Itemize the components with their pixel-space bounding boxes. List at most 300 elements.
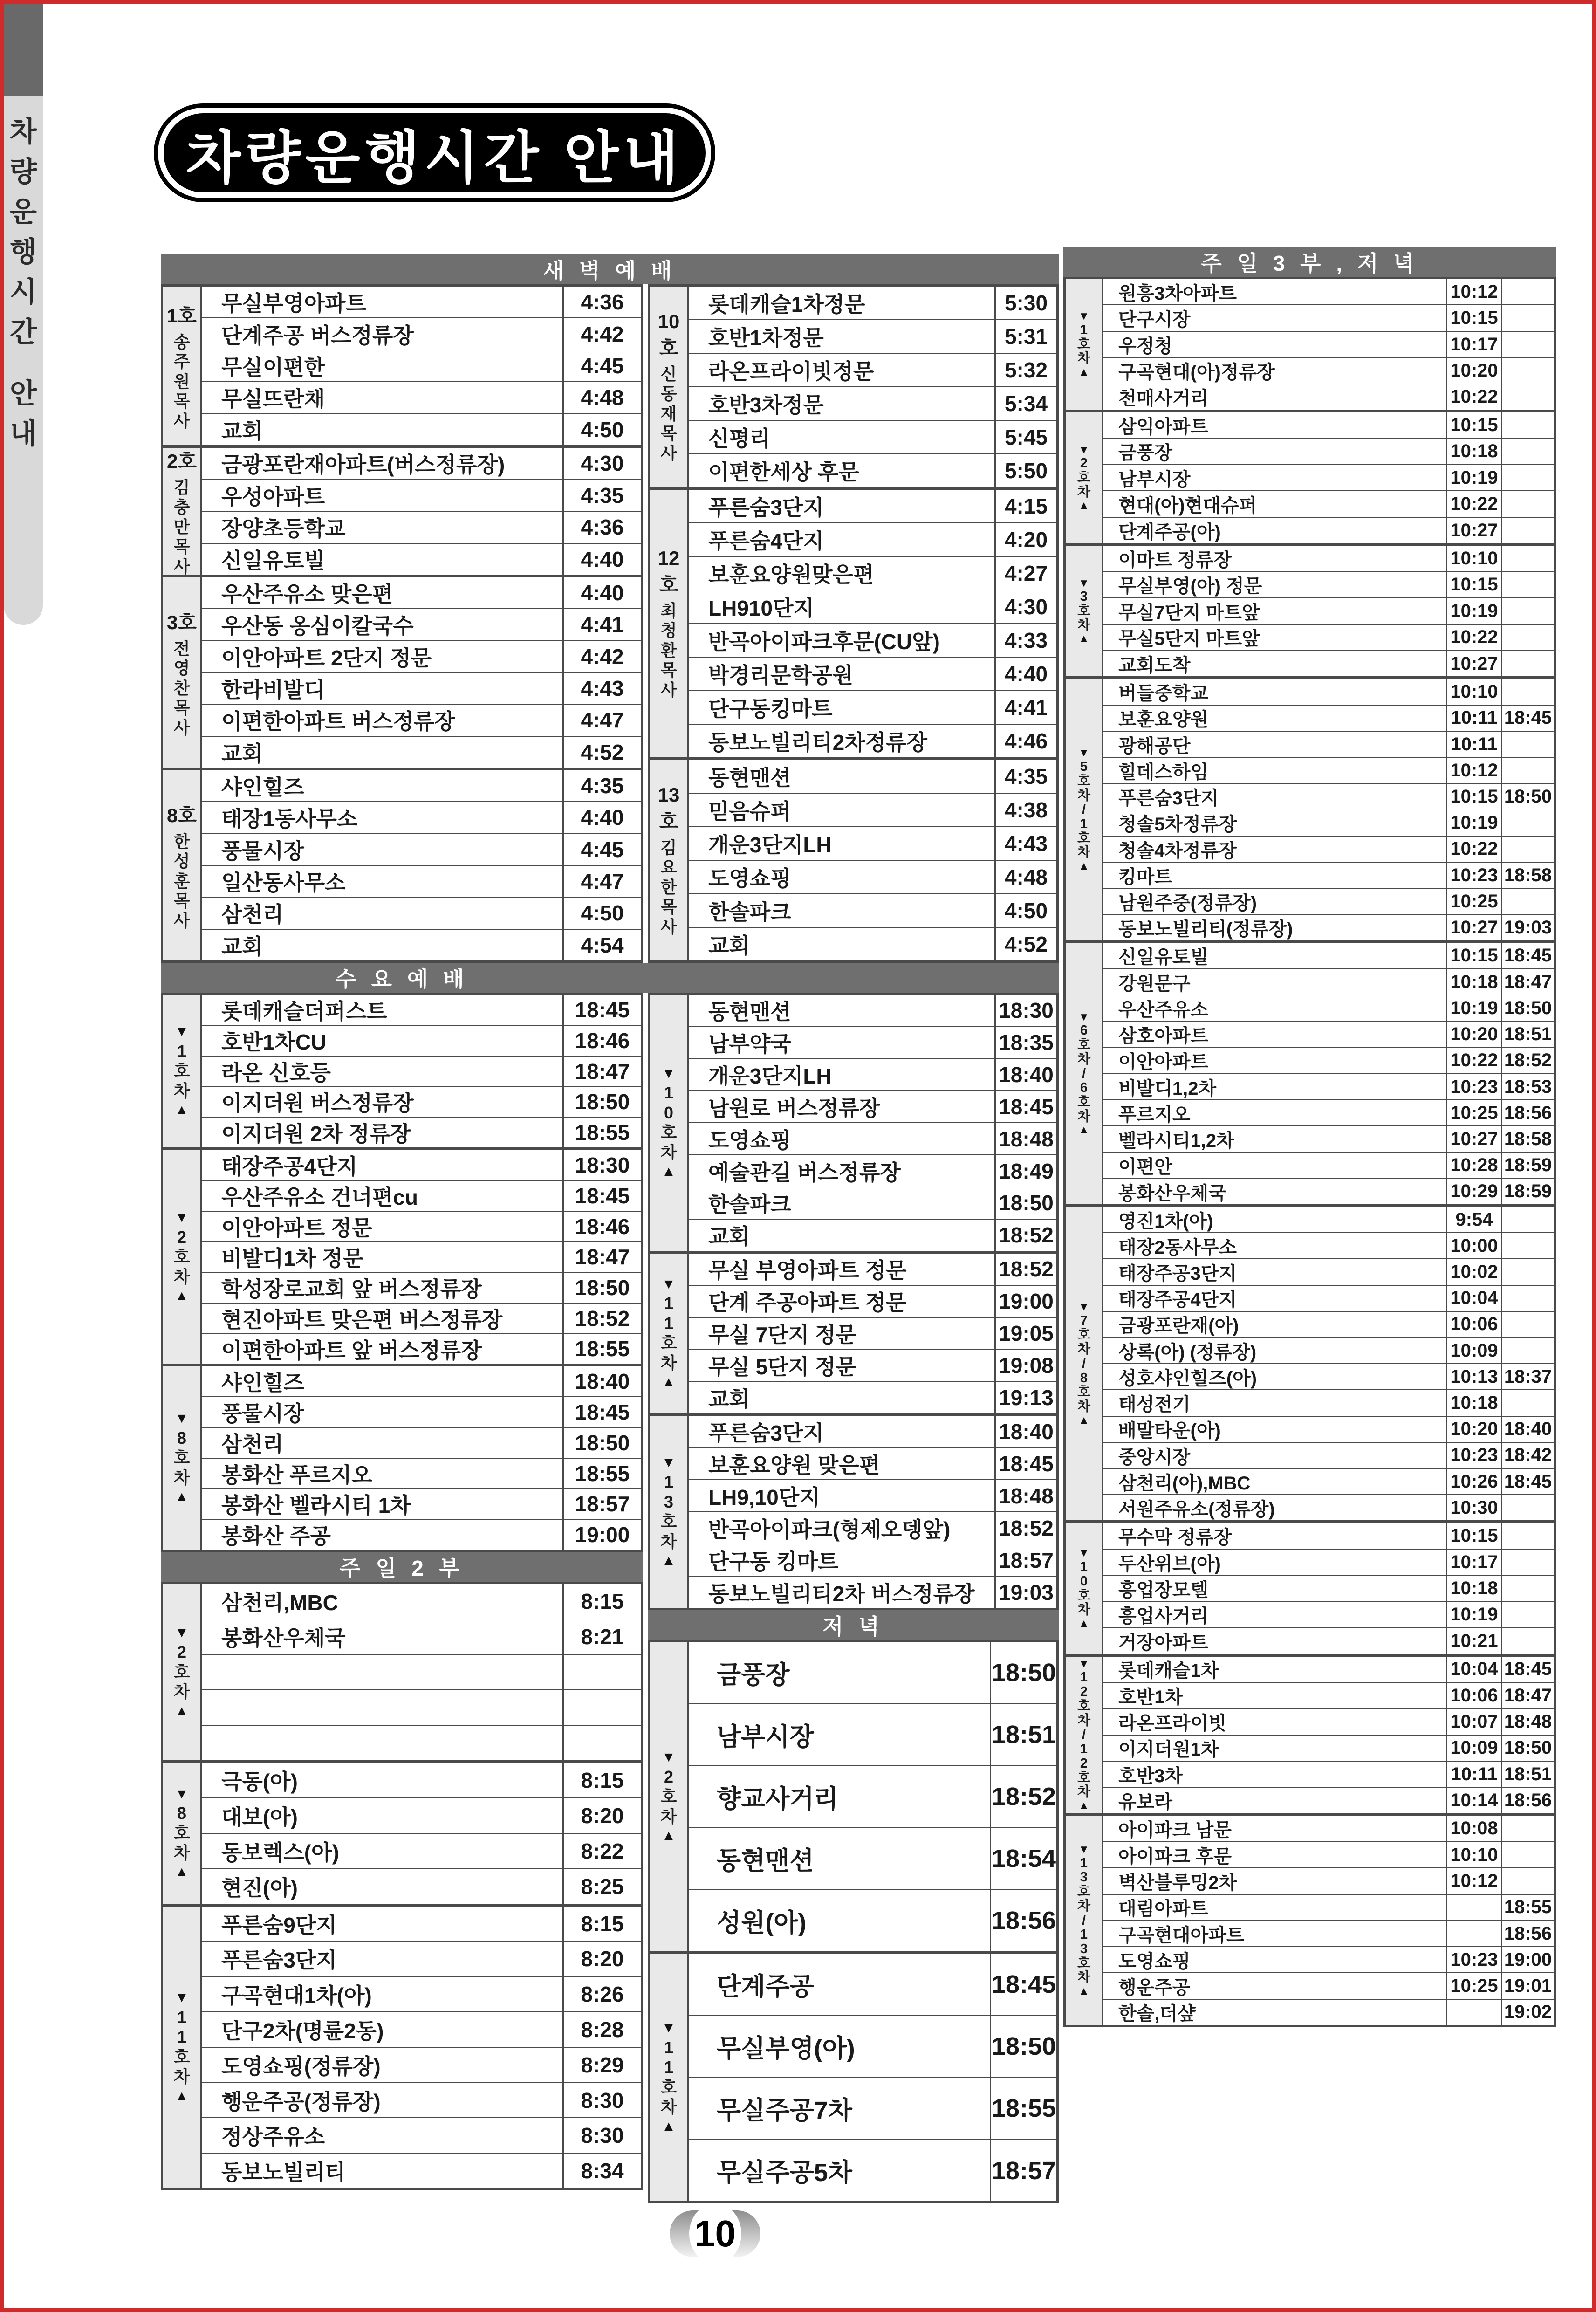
arrow-down-icon: ▼ bbox=[662, 1749, 676, 1765]
departure-time: 10:29 bbox=[1446, 1179, 1501, 1204]
schedule-row bbox=[1103, 597, 1554, 624]
route-shuttle-char: 호 bbox=[1077, 1588, 1090, 1603]
route-rows bbox=[1103, 1523, 1554, 1653]
stop-name: 무실주공5차 bbox=[717, 2159, 852, 2187]
route-group bbox=[1066, 543, 1554, 676]
stop-name: 동보노빌리티2차 버스정류장 bbox=[708, 1581, 975, 1606]
stop-name: 이안아파트 bbox=[1118, 1052, 1209, 1073]
stop-name: 금광포란재(아) bbox=[1118, 1316, 1239, 1337]
route-pastor-char: 목 bbox=[660, 897, 677, 917]
route-pastor-char: 동 bbox=[660, 384, 677, 404]
schedule-row bbox=[202, 1868, 641, 1904]
section-header-dawn bbox=[161, 254, 1059, 284]
schedule-row bbox=[689, 724, 1056, 757]
schedule-row bbox=[202, 1619, 641, 1654]
departure-time-2: 18:45 bbox=[1501, 1469, 1554, 1494]
departure-time-2: 18:59 bbox=[1501, 1179, 1554, 1204]
stop-name: 한솔파크 bbox=[708, 899, 791, 924]
departure-time-2 bbox=[1501, 1233, 1554, 1258]
stop-name: 남부시장 bbox=[1118, 469, 1191, 490]
schedule-row bbox=[202, 1427, 641, 1458]
route-pastor-char: 환 bbox=[660, 640, 677, 660]
route-pastor-char: 사 bbox=[173, 556, 190, 575]
departure-time-2 bbox=[1501, 279, 1554, 304]
route-group-label bbox=[650, 1254, 689, 1413]
route-rows bbox=[1103, 412, 1554, 543]
route-group-label bbox=[163, 1584, 202, 1760]
schedule-row bbox=[202, 1056, 641, 1086]
stop-name: 태장2동사무소 bbox=[1118, 1237, 1237, 1258]
stop-name: 거장아파트 bbox=[1118, 1632, 1209, 1653]
stop-name: 상록(아) (정류장) bbox=[1118, 1342, 1257, 1363]
route-group bbox=[650, 1642, 1056, 1951]
stop-name: 교회 bbox=[708, 933, 750, 958]
stop-name: 반곡아이파크(형제오뎅앞) bbox=[708, 1517, 951, 1542]
departure-time: 10:18 bbox=[1446, 1576, 1501, 1601]
departure-time: 8:29 bbox=[562, 2048, 641, 2082]
schedule-row bbox=[689, 1122, 1056, 1154]
sidebar-title-char: 내 bbox=[10, 418, 37, 449]
route-group-label bbox=[650, 995, 689, 1251]
sidebar-title-char: 차 bbox=[10, 116, 37, 147]
departure-time-2 bbox=[1501, 1576, 1554, 1601]
departure-time: 18:57 bbox=[994, 1544, 1056, 1576]
schedule-row bbox=[202, 577, 641, 608]
route-rows bbox=[202, 287, 641, 445]
departure-time-2: 18:47 bbox=[1501, 1683, 1554, 1708]
route-shuttle-char: 2 bbox=[1080, 456, 1088, 471]
stop-name: 호반1차 bbox=[1118, 1687, 1183, 1708]
schedule-row bbox=[1103, 1946, 1554, 1972]
departure-time-2 bbox=[1501, 1286, 1554, 1311]
arrow-down-icon: ▼ bbox=[662, 1454, 676, 1470]
route-shuttle-char: 호 bbox=[660, 1787, 677, 1806]
arrow-down-icon: ▼ bbox=[662, 2020, 676, 2036]
departure-time: 18:40 bbox=[994, 1059, 1056, 1091]
stop-name: 한솔,더샾 bbox=[1118, 2003, 1196, 2024]
schedule-row bbox=[689, 1642, 1056, 1703]
schedule-row bbox=[689, 623, 1056, 657]
schedule-row bbox=[1103, 914, 1554, 940]
departure-time: 10:14 bbox=[1446, 1788, 1501, 1813]
departure-time: 4:42 bbox=[562, 318, 641, 349]
schedule-row bbox=[1103, 1337, 1554, 1363]
route-rows bbox=[202, 995, 641, 1147]
route-pastor-char: 사 bbox=[173, 411, 190, 431]
route-rows bbox=[202, 770, 641, 960]
sidebar-title-char: 안 bbox=[10, 378, 37, 409]
route-group-label bbox=[163, 995, 202, 1147]
schedule-row bbox=[202, 1025, 641, 1056]
route-group bbox=[163, 1147, 641, 1364]
stop-name: 호반3차 bbox=[1118, 1765, 1183, 1786]
route-shuttle-char: 차 bbox=[173, 2067, 190, 2086]
schedule-row bbox=[202, 833, 641, 865]
stop-name: 동보렉스(아) bbox=[221, 1840, 339, 1865]
departure-time: 10:00 bbox=[1446, 1233, 1501, 1258]
departure-time: 19:08 bbox=[994, 1350, 1056, 1381]
route-shuttle-char: 차 bbox=[660, 1353, 677, 1372]
schedule-row bbox=[689, 1827, 1056, 1889]
departure-time: 10:17 bbox=[1446, 332, 1501, 357]
schedule-row bbox=[202, 2047, 641, 2082]
route-group bbox=[163, 1904, 641, 2188]
route-pastor-char: 김 bbox=[173, 477, 190, 497]
stop-name: 이편한아파트 앞 버스정류장 bbox=[221, 1338, 482, 1363]
departure-time-2 bbox=[1501, 439, 1554, 464]
route-group-label bbox=[1066, 1657, 1103, 1813]
arrow-down-icon: ▼ bbox=[1078, 1547, 1089, 1560]
arrow-up-icon: ▲ bbox=[175, 1703, 189, 1719]
route-shuttle-char: 차 bbox=[1077, 1109, 1090, 1124]
departure-time: 4:35 bbox=[562, 770, 641, 801]
route-shuttle-char: 차 bbox=[1077, 1602, 1090, 1618]
stop-name: 우산주유소 맞은편 bbox=[221, 582, 393, 607]
route-shuttle-char: 2 bbox=[1080, 1684, 1088, 1700]
route-group bbox=[1066, 279, 1554, 410]
stop-name: 무실7단지 마트앞 bbox=[1118, 602, 1260, 623]
route-rows bbox=[689, 1254, 1056, 1413]
stop-name: 무수막 정류장 bbox=[1118, 1527, 1232, 1548]
departure-time: 18:40 bbox=[994, 1416, 1056, 1448]
stop-name: 장양초등학교 bbox=[221, 516, 346, 541]
departure-time: 4:30 bbox=[994, 590, 1056, 623]
schedule-row bbox=[202, 2153, 641, 2188]
departure-time-2: 18:40 bbox=[1501, 1417, 1554, 1442]
departure-time: 10:17 bbox=[1446, 1550, 1501, 1575]
stop-name: 신일유토빌 bbox=[221, 548, 325, 573]
stop-name: 영진1차(아) bbox=[1118, 1211, 1213, 1232]
route-group bbox=[163, 575, 641, 768]
departure-time-2: 18:45 bbox=[1501, 706, 1554, 731]
route-pastor-char: 사 bbox=[660, 443, 677, 463]
route-group bbox=[163, 768, 641, 960]
route-shuttle-char: 1 bbox=[1080, 1855, 1088, 1871]
departure-time-2 bbox=[1501, 1550, 1554, 1575]
departure-time: 18:47 bbox=[562, 1057, 641, 1086]
schedule-row bbox=[202, 704, 641, 735]
stop-name: 삼천리,MBC bbox=[221, 1590, 338, 1615]
departure-time: 18:30 bbox=[562, 1150, 641, 1180]
departure-time-2 bbox=[1501, 1868, 1554, 1894]
route-shuttle-char: 차 bbox=[660, 1531, 677, 1551]
stop-name: 봉화산 주공 bbox=[221, 1524, 331, 1549]
sidebar-vertical-title bbox=[4, 96, 43, 625]
route-shuttle-char: 차 bbox=[1077, 617, 1090, 633]
departure-time: 19:00 bbox=[562, 1520, 641, 1550]
departure-time: 18:30 bbox=[994, 995, 1056, 1026]
departure-time: 18:45 bbox=[994, 1448, 1056, 1479]
stop-name: 우산주유소 bbox=[1118, 999, 1209, 1020]
stop-name: 동보노빌리티 bbox=[221, 2160, 346, 2185]
schedule-row bbox=[689, 826, 1056, 860]
page-title: 차량운행시간 안내 bbox=[164, 113, 706, 192]
stop-name: 호반1차CU bbox=[221, 1029, 327, 1054]
departure-time-2 bbox=[1501, 1312, 1554, 1337]
departure-time-2: 18:45 bbox=[1501, 1657, 1554, 1682]
route-number: 8호 bbox=[167, 804, 197, 826]
route-pastor-char: 재 bbox=[660, 404, 677, 423]
schedule-row bbox=[1103, 571, 1554, 597]
departure-time-2: 18:48 bbox=[1501, 1709, 1554, 1734]
departure-time: 18:54 bbox=[990, 1828, 1056, 1889]
departure-time: 10:23 bbox=[1446, 1947, 1501, 1972]
stop-name: 도영쇼핑 bbox=[708, 866, 791, 891]
stop-name: 중앙시장 bbox=[1118, 1447, 1191, 1468]
stop-name: 무실5단지 마트앞 bbox=[1118, 629, 1260, 650]
departure-time-2: 19:01 bbox=[1501, 1973, 1554, 1998]
stop-name: 푸르지오 bbox=[1118, 1104, 1191, 1125]
route-group-label bbox=[650, 1642, 689, 1951]
departure-time: 18:52 bbox=[562, 1304, 641, 1333]
stop-name: 푸른숨3단지 bbox=[1118, 788, 1219, 809]
schedule-row bbox=[202, 479, 641, 511]
route-shuttle-char: 호 bbox=[1077, 773, 1090, 789]
stop-name: 천매사거리 bbox=[1118, 388, 1209, 409]
route-shuttle-char: 2 bbox=[1080, 1756, 1088, 1771]
departure-time: 18:45 bbox=[562, 1397, 641, 1427]
departure-time: 5:31 bbox=[994, 320, 1056, 353]
route-shuttle-char: 호 bbox=[1077, 1884, 1090, 1900]
stop-name: 행운주공 bbox=[1118, 1977, 1191, 1998]
departure-time-2: 18:42 bbox=[1501, 1443, 1554, 1468]
departure-time: 18:55 bbox=[562, 1118, 641, 1147]
route-group bbox=[650, 287, 1056, 487]
schedule-row bbox=[202, 448, 641, 479]
route-shuttle-char: 2 bbox=[664, 1767, 674, 1786]
schedule-row bbox=[202, 608, 641, 640]
schedule-row bbox=[1103, 412, 1554, 438]
schedule-row bbox=[1103, 968, 1554, 995]
departure-time: 8:15 bbox=[562, 1907, 641, 1941]
route-shuttle-char: 1 bbox=[1080, 1742, 1088, 1757]
schedule-row bbox=[1103, 1047, 1554, 1073]
route-shuttle-char: 호 bbox=[1077, 604, 1090, 619]
departure-time-2 bbox=[1501, 1523, 1554, 1548]
departure-time: 4:33 bbox=[994, 624, 1056, 657]
route-rows bbox=[1103, 546, 1554, 676]
departure-time: 10:06 bbox=[1446, 1683, 1501, 1708]
departure-time: 8:22 bbox=[562, 1834, 641, 1868]
route-rows bbox=[689, 760, 1056, 960]
route-pastor-char: 김 bbox=[660, 837, 677, 857]
departure-time: 18:45 bbox=[562, 1181, 641, 1211]
schedule-row bbox=[202, 543, 641, 575]
schedule-row bbox=[1103, 810, 1554, 836]
schedule-row bbox=[202, 1272, 641, 1303]
route-shuttle-char: 차 bbox=[1077, 1970, 1090, 1985]
schedule-row bbox=[689, 893, 1056, 927]
departure-time: 10:04 bbox=[1446, 1286, 1501, 1311]
departure-time: 4:43 bbox=[562, 673, 641, 704]
stop-name: 우산동 옹심이칼국수 bbox=[221, 614, 414, 638]
schedule-row bbox=[1103, 731, 1554, 757]
departure-time-2 bbox=[1501, 1602, 1554, 1627]
schedule-row bbox=[1103, 1549, 1554, 1575]
route-rows bbox=[1103, 1657, 1554, 1813]
section-header-sunday3-evening-label: 주 일 3 부 , 저 녁 bbox=[1201, 251, 1419, 275]
route-group-label bbox=[1066, 943, 1103, 1204]
stop-name: 비발디1차 정문 bbox=[221, 1246, 363, 1271]
departure-time: 10:11 bbox=[1446, 706, 1501, 731]
route-shuttle-char: 호 bbox=[1077, 470, 1090, 485]
stop-name: 라온 신호등 bbox=[221, 1060, 331, 1085]
stop-name: 동보노빌리티(정류장) bbox=[1118, 919, 1293, 940]
schedule-row bbox=[202, 736, 641, 768]
departure-time: 10:30 bbox=[1446, 1495, 1501, 1520]
route-shuttle-char: 1 bbox=[177, 2027, 187, 2047]
table-sunday3-evening-right bbox=[1063, 277, 1556, 2027]
schedule-row bbox=[202, 1725, 641, 1760]
route-group bbox=[1066, 940, 1554, 1204]
departure-time: 10:11 bbox=[1446, 732, 1501, 757]
stop-name: 비발디1,2차 bbox=[1118, 1078, 1217, 1099]
departure-time: 19:05 bbox=[994, 1318, 1056, 1349]
departure-time: 10:22 bbox=[1446, 837, 1501, 862]
schedule-row bbox=[689, 860, 1056, 893]
departure-time: 18:52 bbox=[994, 1220, 1056, 1251]
route-shuttle-char: 1 bbox=[1080, 816, 1088, 831]
stop-name: 롯데캐슬1차 bbox=[1118, 1660, 1219, 1681]
schedule-row bbox=[1103, 304, 1554, 330]
departure-time: 4:43 bbox=[994, 827, 1056, 860]
schedule-row bbox=[1103, 862, 1554, 888]
departure-time: 18:56 bbox=[990, 1890, 1056, 1951]
stop-name: 삼호아파트 bbox=[1118, 1026, 1209, 1047]
schedule-row bbox=[689, 287, 1056, 319]
route-shuttle-char: / bbox=[1082, 1913, 1086, 1928]
departure-time: 5:30 bbox=[994, 287, 1056, 319]
route-group bbox=[1066, 410, 1554, 543]
schedule-row bbox=[1103, 1761, 1554, 1787]
arrow-up-icon: ▲ bbox=[175, 1864, 189, 1880]
departure-time-2: 18:50 bbox=[1501, 1736, 1554, 1761]
stop-name: 구곡현대1차(아) bbox=[221, 1983, 372, 2008]
stop-name: 두산위브(아) bbox=[1118, 1553, 1221, 1574]
schedule-row bbox=[202, 2082, 641, 2118]
departure-time-2 bbox=[1501, 358, 1554, 383]
stop-name: 단계주공 버스정류장 bbox=[221, 323, 414, 348]
stop-name: 푸른숨3단지 bbox=[708, 495, 824, 520]
schedule-row bbox=[689, 1511, 1056, 1544]
table-evening-middle bbox=[648, 1640, 1059, 2203]
stop-name: 교회 bbox=[708, 1387, 750, 1412]
schedule-row bbox=[202, 929, 641, 960]
departure-time: 18:40 bbox=[562, 1366, 641, 1396]
stop-name: 라온프라이빗 bbox=[1118, 1713, 1226, 1734]
stop-name: 이편한세상 후문 bbox=[708, 460, 859, 485]
schedule-row bbox=[1103, 1735, 1554, 1761]
route-shuttle-char: 8 bbox=[177, 1428, 187, 1448]
route-shuttle-char: 3 bbox=[1080, 1941, 1088, 1956]
departure-time-2 bbox=[1501, 332, 1554, 357]
departure-time: 10:22 bbox=[1446, 491, 1501, 516]
stop-name: 롯데캐슬1차정문 bbox=[708, 292, 865, 317]
departure-time: 10:15 bbox=[1446, 784, 1501, 809]
stop-name: 성원(아) bbox=[717, 1908, 807, 1937]
schedule-row bbox=[689, 1219, 1056, 1251]
schedule-row bbox=[202, 2117, 641, 2153]
route-group bbox=[650, 995, 1056, 1251]
arrow-down-icon: ▼ bbox=[175, 1625, 189, 1640]
page-title-badge bbox=[154, 103, 715, 202]
route-shuttle-char: 8 bbox=[177, 1804, 187, 1823]
departure-time: 10:06 bbox=[1446, 1312, 1501, 1337]
departure-time: 9:54 bbox=[1446, 1207, 1501, 1232]
schedule-row bbox=[689, 1954, 1056, 2015]
schedule-row bbox=[202, 1976, 641, 2011]
departure-time-2 bbox=[1501, 1207, 1554, 1232]
route-shuttle-char: 호 bbox=[660, 1123, 677, 1142]
route-group bbox=[163, 1364, 641, 1550]
route-pastor-char: 송 bbox=[173, 332, 190, 351]
stop-name: 유보라 bbox=[1118, 1792, 1172, 1813]
route-shuttle-char: 차 bbox=[1077, 1784, 1090, 1800]
route-pastor-char: 훈 bbox=[173, 871, 190, 891]
departure-time-2 bbox=[1501, 1259, 1554, 1284]
schedule-row bbox=[202, 2011, 641, 2047]
schedule-row bbox=[689, 490, 1056, 522]
schedule-row bbox=[689, 690, 1056, 724]
stop-name: 한라비발디 bbox=[221, 678, 325, 702]
departure-time: 4:36 bbox=[562, 512, 641, 543]
departure-time: 5:34 bbox=[994, 387, 1056, 420]
route-group-label bbox=[650, 1416, 689, 1608]
schedule-row bbox=[202, 995, 641, 1025]
stop-name: 교회 bbox=[221, 741, 263, 766]
route-rows bbox=[1103, 943, 1554, 1204]
section-header-evening-label: 저 녁 bbox=[822, 1614, 884, 1639]
schedule-row bbox=[1103, 1258, 1554, 1284]
route-pastor-char: 요 bbox=[660, 858, 677, 877]
stop-name: 남부약국 bbox=[708, 1032, 791, 1057]
arrow-up-icon: ▲ bbox=[662, 2118, 676, 2134]
arrow-down-icon: ▼ bbox=[175, 1024, 189, 1040]
schedule-row bbox=[1103, 1021, 1554, 1047]
departure-time: 10:09 bbox=[1446, 1338, 1501, 1363]
schedule-row bbox=[1103, 650, 1554, 676]
schedule-row bbox=[689, 1765, 1056, 1827]
route-group-label bbox=[163, 770, 202, 960]
schedule-row bbox=[1103, 1708, 1554, 1734]
departure-time: 4:42 bbox=[562, 641, 641, 672]
schedule-row bbox=[1103, 1442, 1554, 1468]
schedule-row bbox=[202, 1333, 641, 1364]
stop-name: 신평리 bbox=[708, 426, 771, 451]
route-group bbox=[650, 487, 1056, 757]
schedule-row bbox=[202, 1211, 641, 1242]
stop-name: 믿음슈퍼 bbox=[708, 799, 791, 823]
stop-name: 일산동사무소 bbox=[221, 871, 346, 895]
route-group-label bbox=[163, 1763, 202, 1904]
departure-time: 18:57 bbox=[990, 2140, 1056, 2201]
departure-time-2 bbox=[1501, 1495, 1554, 1520]
stop-name: 이안아파트 정문 bbox=[221, 1215, 372, 1240]
stop-name: 푸른숨3단지 bbox=[221, 1948, 337, 1973]
departure-time: 8:34 bbox=[562, 2154, 641, 2188]
route-rows bbox=[202, 1366, 641, 1550]
stop-name: 이지더원 버스정류장 bbox=[221, 1091, 414, 1116]
schedule-row bbox=[689, 760, 1056, 793]
schedule-row bbox=[1103, 1523, 1554, 1548]
stop-name: 교회 bbox=[221, 934, 263, 959]
departure-time: 18:52 bbox=[994, 1512, 1056, 1544]
route-pastor-char: 목 bbox=[660, 660, 677, 680]
stop-name: 무실부영(아) 정문 bbox=[1118, 576, 1262, 597]
schedule-row bbox=[689, 1090, 1056, 1122]
schedule-row bbox=[1103, 1841, 1554, 1867]
departure-time: 4:50 bbox=[562, 414, 641, 445]
